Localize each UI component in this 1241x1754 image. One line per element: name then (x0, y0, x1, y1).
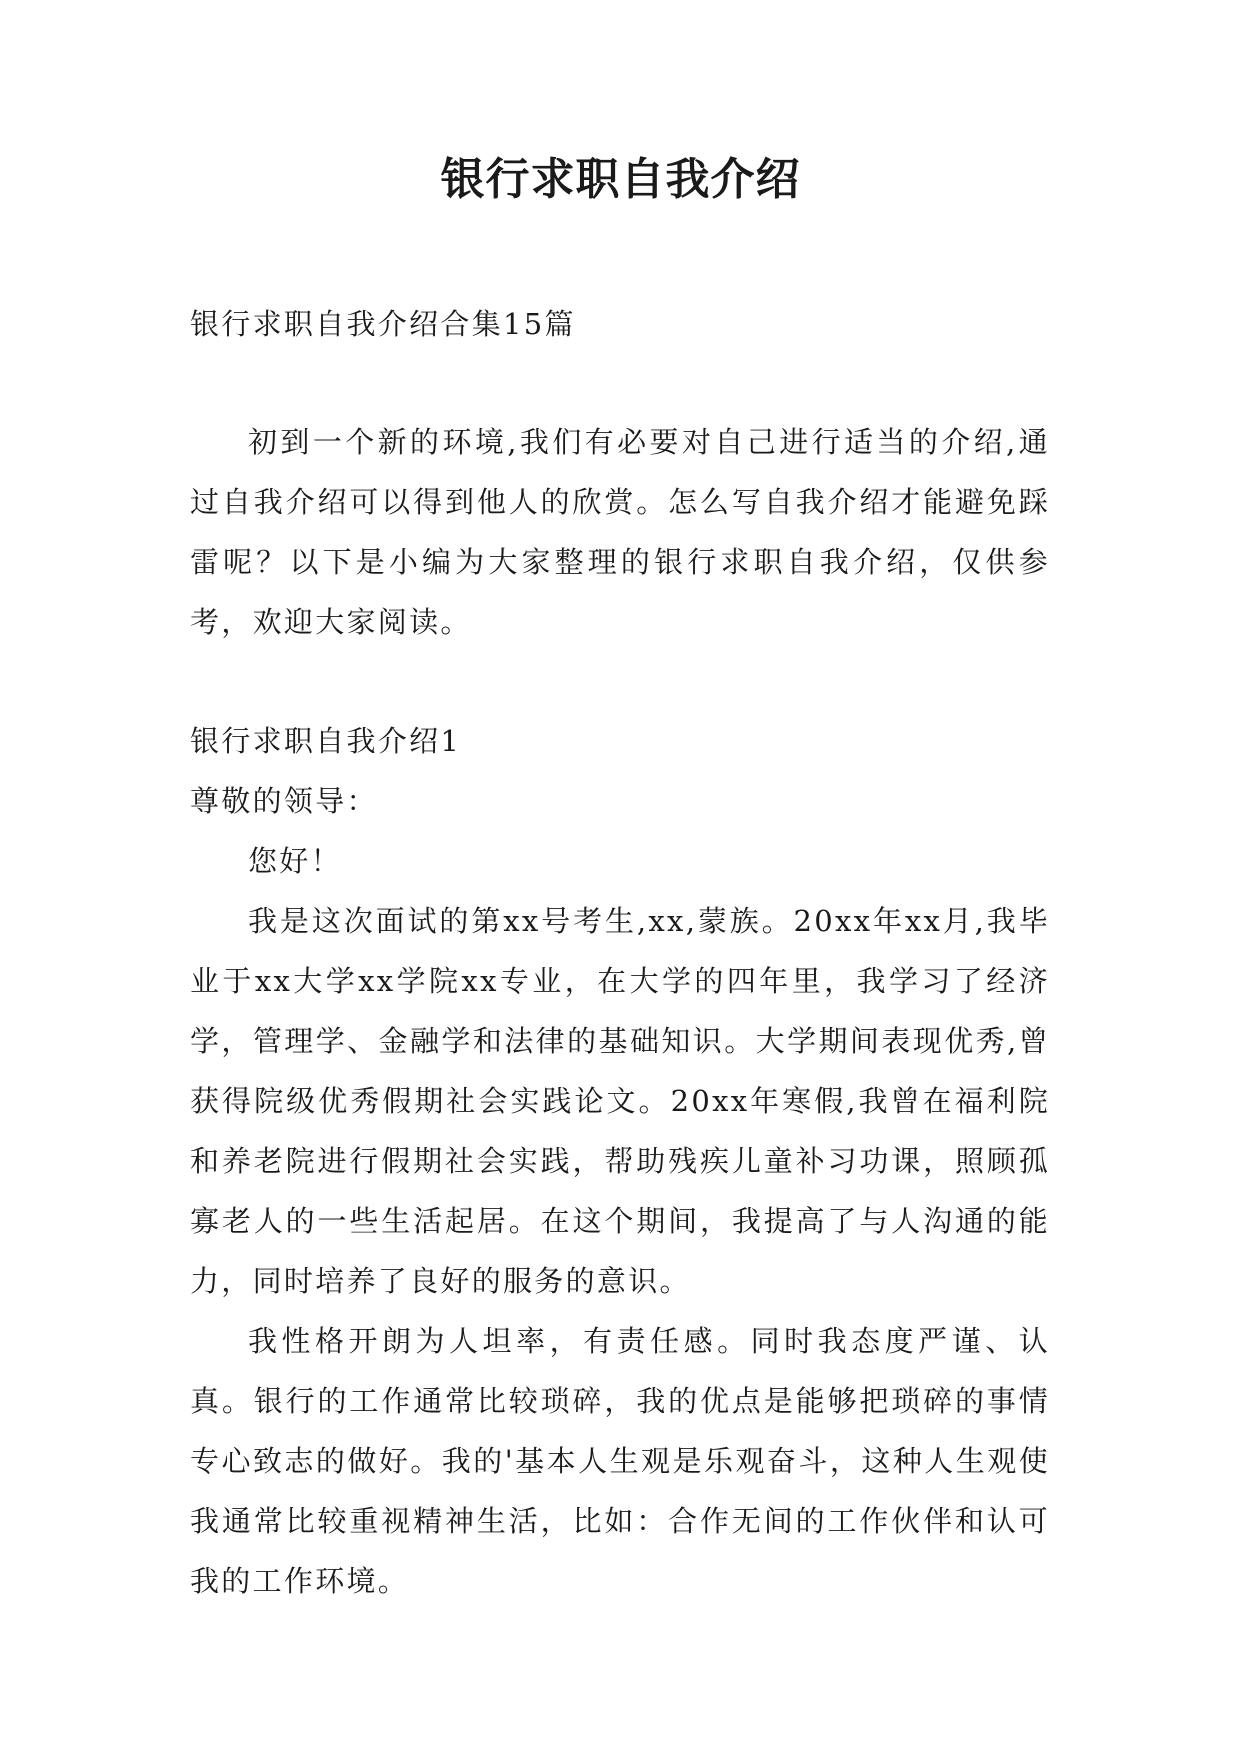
document-subtitle: 银行求职自我介绍合集15篇 (190, 307, 576, 341)
body-paragraph-2: 我性格开朗为人坦率，有责任感。同时我态度严谨、认真。银行的工作通常比较琐碎，我的优点是能够把琐碎的事情专心致志的做好。我的'基本人生观是乐观奋斗，这种人生观使我通常比较重视精神生活，比如：合作无间的工作伙伴和认可我的工作环境。 (190, 1324, 1050, 1598)
body-paragraph-1: 我是这次面试的第xx号考生,xx,蒙族。20xx年xx月,我毕业于xx大学xx学院xx专业，在大学的四年里，我学习了经济学，管理学、金融学和法律的基础知识。大学期间表现优秀,曾获得院级优秀假期社会实践论文。20xx年寒假,我曾在福利院和养老院进行假期社会实践，帮助残疾儿童补习功课，照顾孤寡老人的一些生活起居。在这个期间，我提高了与人沟通的能力，同时培养了良好的服务的意识。 (190, 904, 1050, 1298)
document-title: 银行求职自我介绍 (440, 154, 801, 205)
intro-paragraph: 初到一个新的环境,我们有必要对自己进行适当的介绍,通过自我介绍可以得到他人的欣赏。怎么写自我介绍才能避免踩雷呢？以下是小编为大家整理的银行求职自我介绍，仅供参考，欢迎大家阅读。 (190, 425, 1050, 639)
salutation: 尊敬的领导： (190, 784, 378, 818)
section-heading: 银行求职自我介绍1 (190, 724, 462, 758)
greeting: 您好！ (248, 844, 342, 878)
document-body (190, 294, 1050, 1611)
